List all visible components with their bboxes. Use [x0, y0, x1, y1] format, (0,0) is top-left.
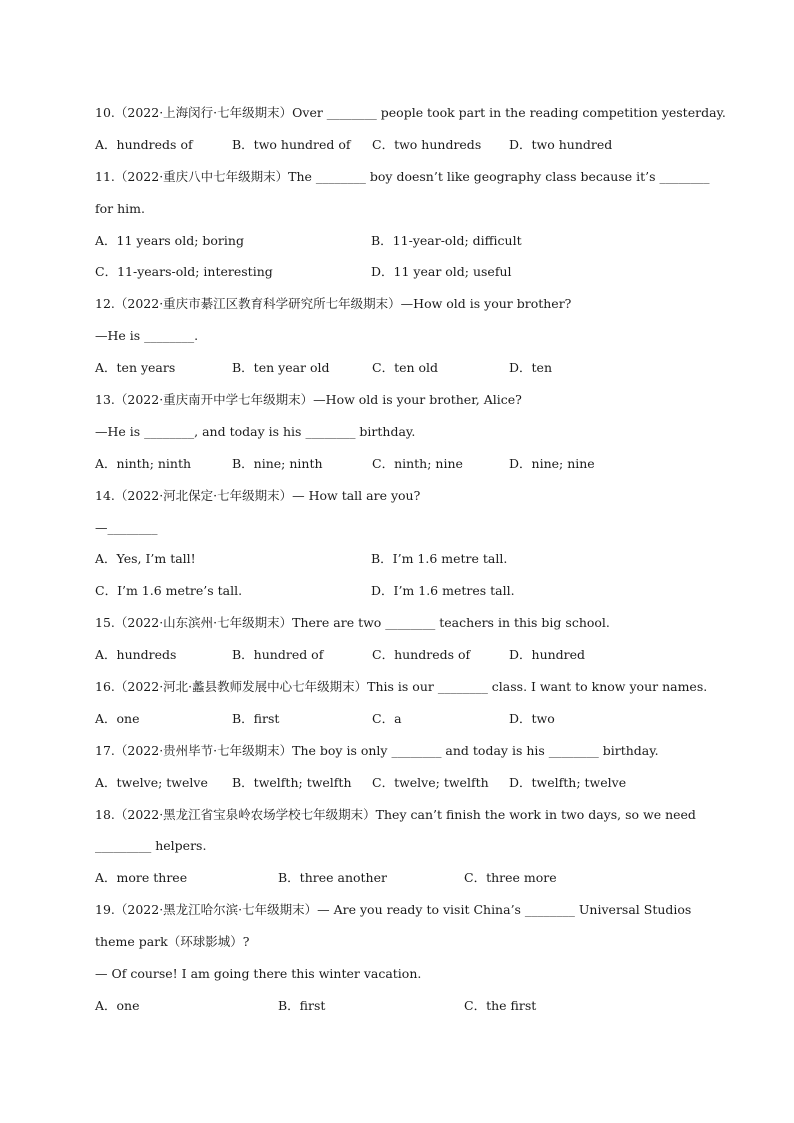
answer-option[interactable]: B．11-year-old; difficult: [371, 232, 522, 248]
answer-option[interactable]: D．11 year old; useful: [371, 264, 512, 280]
question-block: [95, 161, 710, 289]
answer-option[interactable]: D．twelfth; twelve: [509, 774, 627, 790]
answer-options-row: [95, 703, 701, 735]
answer-option[interactable]: D．two: [509, 710, 555, 726]
answer-option[interactable]: A．more three: [95, 870, 188, 886]
question-stem: 15.（2022·山东滨州·七年级期末）There are two ________ teachers in this big school.: [95, 615, 610, 631]
question-block: [95, 607, 701, 671]
answer-option[interactable]: C．ninth; nine: [372, 455, 463, 471]
answer-option[interactable]: C．two hundreds: [372, 136, 482, 152]
question-stem: 19.（2022·黑龙江哈尔滨·七年级期末）— Are you ready to visit China’s ________ Universal Studios: [95, 902, 692, 918]
answer-options-row: [95, 543, 701, 575]
answer-option[interactable]: D．I’m 1.6 metres tall.: [371, 583, 515, 599]
question-stem: 13.（2022·重庆南开中学七年级期末）—How old is your brother, Alice?: [95, 392, 522, 408]
question-stem: 12.（2022·重庆市綦江区教育科学研究所七年级期末）—How old is your brother?: [95, 296, 572, 312]
question-stem-continued: — Of course! I am going there this winter vacation.: [95, 966, 422, 982]
answer-option[interactable]: C．ten old: [372, 360, 439, 376]
question-stem-continued: —________: [95, 519, 158, 535]
question-stem: 11.（2022·重庆八中七年级期末）The ________ boy doesn’t like geography class because it’s ________: [95, 168, 710, 184]
question-stem-continued: _________ helpers.: [95, 838, 207, 854]
answer-options-row: [95, 862, 701, 894]
answer-option[interactable]: A．ninth; ninth: [95, 455, 192, 471]
answer-options-row: [95, 767, 701, 799]
answer-option[interactable]: C．twelve; twelfth: [372, 774, 489, 790]
answer-options-row: [95, 448, 701, 480]
question-stem: 18.（2022·黑龙江省宝泉岭农场学校七年级期末）They can’t finish the work in two days, so we need: [95, 806, 696, 822]
question-stem-continued: for him.: [95, 200, 145, 216]
question-block: [95, 288, 701, 384]
answer-options-row: [95, 256, 701, 288]
answer-option[interactable]: A．11 years old; boring: [95, 232, 244, 248]
question-block: [95, 97, 726, 161]
answer-options-row: [95, 990, 701, 1022]
answer-option[interactable]: D．two hundred: [509, 136, 613, 152]
answer-options-row: [95, 639, 701, 671]
answer-option[interactable]: D．hundred: [509, 647, 586, 663]
answer-option[interactable]: A．Yes, I’m tall!: [95, 551, 196, 567]
answer-option[interactable]: C．11-years-old; interesting: [95, 264, 273, 280]
question-stem: 14.（2022·河北保定·七年级期末）— How tall are you?: [95, 487, 421, 503]
answer-option[interactable]: B．three another: [278, 870, 387, 886]
answer-option[interactable]: C．three more: [464, 870, 557, 886]
question-stem: 16.（2022·河北·蠡县教师发展中心七年级期末）This is our ________ class. I want to know your names.: [95, 679, 708, 695]
answer-option[interactable]: B．I’m 1.6 metre tall.: [371, 551, 508, 567]
answer-option[interactable]: A．one: [95, 710, 140, 726]
answer-option[interactable]: B．first: [278, 997, 326, 1013]
answer-options-row: [95, 575, 701, 607]
answer-option[interactable]: C．I’m 1.6 metre’s tall.: [95, 583, 243, 599]
answer-options-row: [95, 129, 701, 161]
answer-option[interactable]: B．ten year old: [232, 360, 330, 376]
answer-option[interactable]: D．ten: [509, 360, 552, 376]
answer-option[interactable]: A．hundreds: [95, 647, 177, 663]
answer-option[interactable]: A．ten years: [95, 360, 176, 376]
question-stem-continued: —He is ________, and today is his ________ birthday.: [95, 423, 416, 439]
answer-option[interactable]: C．the first: [464, 997, 537, 1013]
question-block: [95, 894, 701, 1022]
answer-option[interactable]: D．nine; nine: [509, 455, 595, 471]
question-block: [95, 480, 701, 608]
answer-option[interactable]: B．two hundred of: [232, 136, 351, 152]
answer-option[interactable]: B．nine; ninth: [232, 455, 323, 471]
answer-option[interactable]: C．hundreds of: [372, 647, 471, 663]
answer-option[interactable]: C．a: [372, 710, 402, 726]
answer-options-row: [95, 225, 701, 257]
question-stem-continued: —He is ________.: [95, 328, 199, 344]
question-stem: 17.（2022·贵州毕节·七年级期末）The boy is only ________ and today is his ________ birthday.: [95, 742, 659, 758]
answer-option[interactable]: A．twelve; twelve: [95, 774, 208, 790]
worksheet-page: [95, 97, 726, 1022]
answer-option[interactable]: A．hundreds of: [95, 136, 193, 152]
answer-option[interactable]: B．first: [232, 710, 280, 726]
question-block: [95, 671, 708, 735]
answer-options-row: [95, 352, 701, 384]
answer-option[interactable]: B．hundred of: [232, 647, 324, 663]
question-block: [95, 735, 701, 799]
question-block: [95, 384, 701, 480]
answer-option[interactable]: B．twelfth; twelfth: [232, 774, 352, 790]
answer-option[interactable]: A．one: [95, 997, 140, 1013]
question-stem: 10.（2022·上海闵行·七年级期末）Over ________ people took part in the reading competition yesterday.: [95, 105, 726, 120]
question-stem-continued: theme park（环球影城）?: [95, 934, 250, 950]
question-block: [95, 799, 701, 895]
